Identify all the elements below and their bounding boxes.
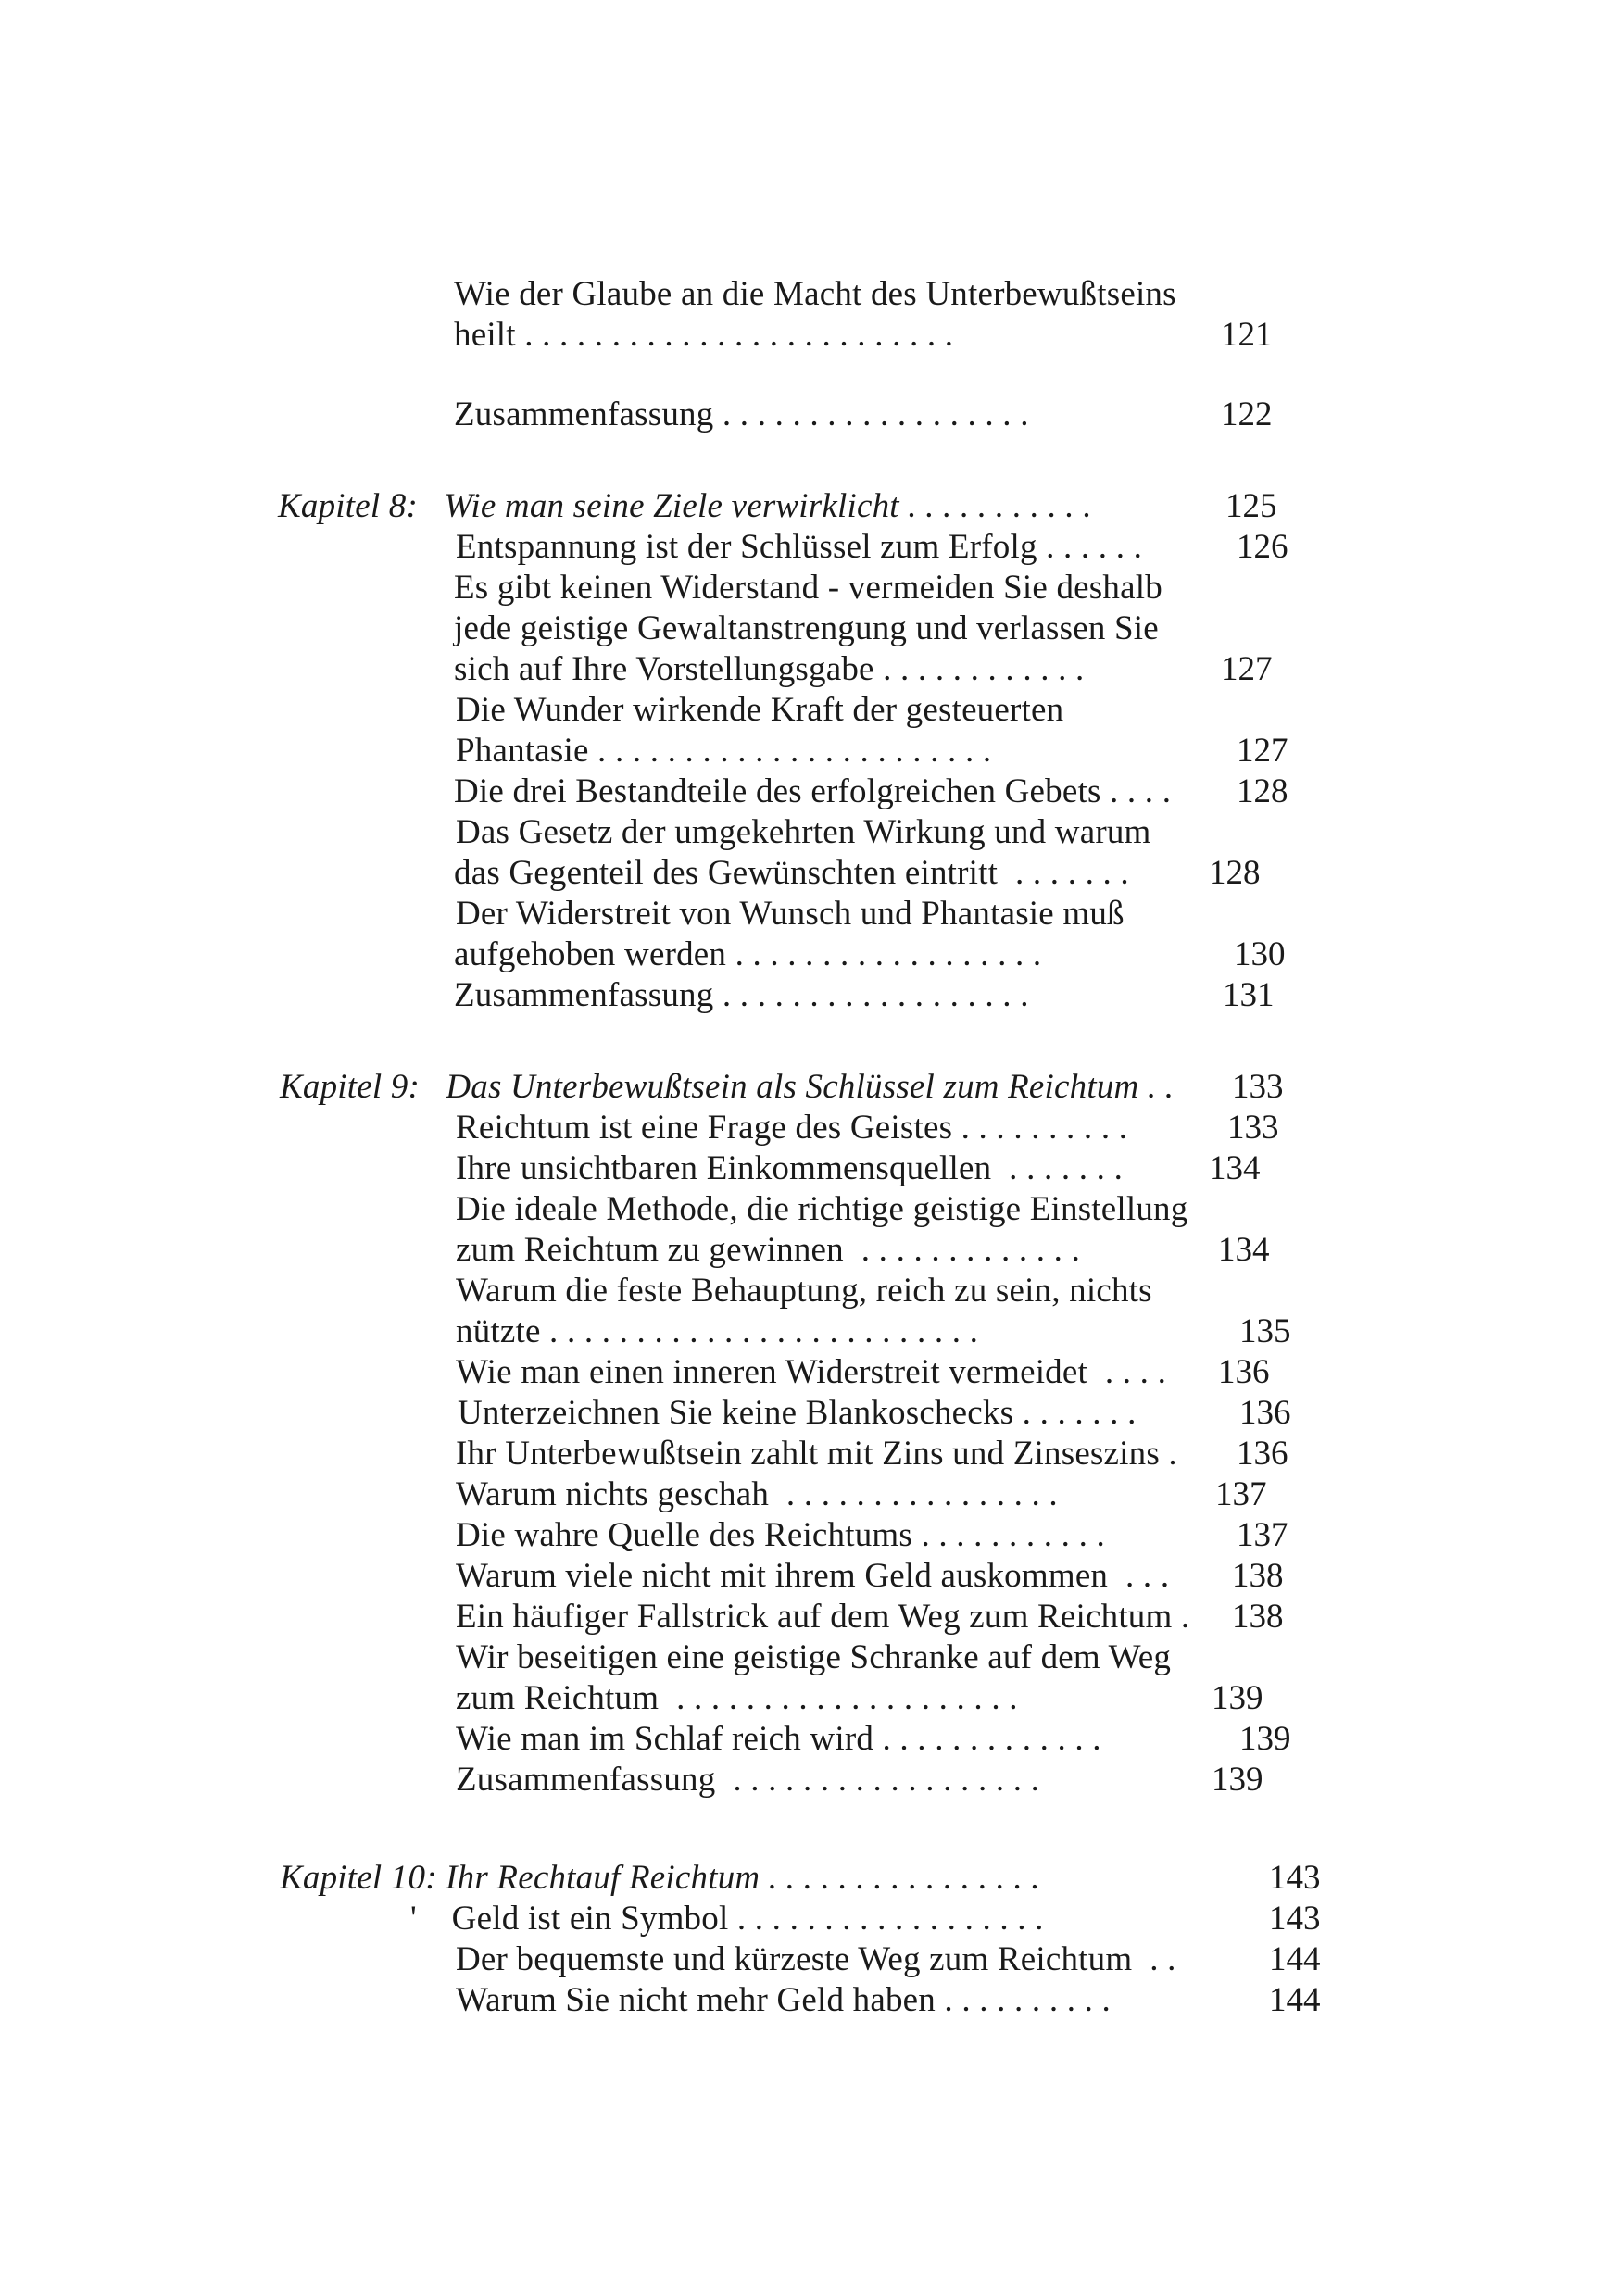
toc-entry-page: 128 [1209, 854, 1261, 892]
toc-entry-page: 136 [1239, 1394, 1291, 1432]
toc-entry-page: 128 [1237, 772, 1288, 810]
toc-entry-page: 136 [1218, 1353, 1270, 1391]
toc-entry-text: heilt . . . . . . . . . . . . . . . . . . . . . . . . . [454, 316, 954, 354]
toc-entry-page: 144 [1269, 1940, 1321, 1978]
toc-entry-page: 131 [1223, 976, 1275, 1014]
toc-entry-page: 138 [1232, 1557, 1284, 1595]
toc-entry-text: Unterzeichnen Sie keine Blankoschecks . . . . . . . [458, 1394, 1137, 1432]
toc-entry-page: 127 [1221, 650, 1273, 688]
toc-entry-text: Die drei Bestandteile des erfolgreichen Gebets . . . . [454, 772, 1172, 810]
toc-entry-page: 134 [1218, 1231, 1270, 1269]
toc-entry-page: 136 [1237, 1435, 1288, 1473]
toc-entry-text: Wie der Glaube an die Macht des Unterbewußtseins [454, 275, 1176, 313]
toc-entry-page: 130 [1234, 935, 1286, 973]
toc-entry-text: Zusammenfassung . . . . . . . . . . . . . . . . . . [456, 1761, 1040, 1799]
toc-entry-page: 139 [1212, 1761, 1263, 1799]
toc-entry-page: 126 [1237, 528, 1288, 566]
toc-entry-text: Die wahre Quelle des Reichtums . . . . . . . . . . . [456, 1516, 1105, 1554]
toc-entry-text: Ihre unsichtbaren Einkommensquellen . . . . . . . [456, 1149, 1124, 1187]
toc-entry-page: 139 [1212, 1679, 1263, 1717]
toc-entry-text: Warum die feste Behauptung, reich zu sein, nichts [456, 1272, 1152, 1310]
toc-entry-text: das Gegenteil des Gewünschten eintritt . . . . . . . [454, 854, 1129, 892]
toc-entry-text: Zusammenfassung . . . . . . . . . . . . . . . . . . [454, 395, 1029, 433]
chapter-heading: Kapitel 9: Das Unterbewußtsein als Schlüssel zum Reichtum . . [280, 1068, 1175, 1106]
toc-entry-page: 135 [1239, 1312, 1291, 1350]
toc-entry-text: Warum Sie nicht mehr Geld haben . . . . . . . . . . [456, 1981, 1111, 2019]
toc-entry-text: zum Reichtum . . . . . . . . . . . . . . . . . . . . [456, 1679, 1018, 1717]
toc-entry-text: Reichtum ist eine Frage des Geistes . . . . . . . . . . [456, 1109, 1128, 1147]
toc-entry-text: Wie man im Schlaf reich wird . . . . . . . . . . . . . [456, 1720, 1101, 1758]
toc-entry-text: Warum nichts geschah . . . . . . . . . . . . . . . . [456, 1475, 1058, 1513]
toc-entry-text: jede geistige Gewaltanstrengung und verlassen Sie [454, 609, 1159, 647]
toc-entry-page: 121 [1221, 316, 1273, 354]
toc-entry-page: 139 [1239, 1720, 1291, 1758]
toc-entry-text: Wie man einen inneren Widerstreit vermeidet . . . . [456, 1353, 1167, 1391]
toc-entry-text: Die ideale Methode, die richtige geistige Einstellung [456, 1190, 1188, 1228]
toc-entry-page: 133 [1232, 1068, 1284, 1106]
chapter-heading: Kapitel 10: Ihr Rechtauf Reichtum . . . . . . . . . . . . . . . . [280, 1859, 1040, 1897]
toc-entry-page: 133 [1227, 1109, 1279, 1147]
toc-entry-page: 127 [1237, 732, 1288, 770]
toc-entry-text: Entspannung ist der Schlüssel zum Erfolg . . . . . . [456, 528, 1143, 566]
toc-entry-page: 125 [1225, 487, 1277, 525]
toc-entry-text: aufgehoben werden . . . . . . . . . . . . . . . . . . [454, 935, 1042, 973]
toc-entry-page: 122 [1221, 395, 1273, 433]
toc-entry-page: 143 [1269, 1900, 1321, 1938]
toc-entry-text: sich auf Ihre Vorstellungsgabe . . . . . . . . . . . . [454, 650, 1085, 688]
toc-entry-text: Phantasie . . . . . . . . . . . . . . . . . . . . . . . [456, 732, 992, 770]
toc-entry-text: Wir beseitigen eine geistige Schranke auf dem Weg [456, 1638, 1172, 1676]
toc-entry-text: Ein häufiger Fallstrick auf dem Weg zum Reichtum . [456, 1598, 1190, 1636]
toc-entry-text: Ihr Unterbewußtsein zahlt mit Zins und Zinseszins . [456, 1435, 1177, 1473]
toc-entry-text: Warum viele nicht mit ihrem Geld auskommen . . . [456, 1557, 1170, 1595]
toc-entry-page: 138 [1232, 1598, 1284, 1636]
toc-entry-page: 134 [1209, 1149, 1261, 1187]
toc-entry-text: Zusammenfassung . . . . . . . . . . . . . . . . . . [454, 976, 1029, 1014]
toc-entry-text: Der Widerstreit von Wunsch und Phantasie muß [456, 895, 1125, 933]
toc-entry-text: Die Wunder wirkende Kraft der gesteuerten [456, 691, 1064, 729]
toc-entry-text: Es gibt keinen Widerstand - vermeiden Sie deshalb [454, 569, 1162, 607]
toc-entry-page: 144 [1269, 1981, 1321, 2019]
toc-entry-page: 143 [1269, 1859, 1321, 1897]
toc-entry-text: Der bequemste und kürzeste Weg zum Reichtum . . [456, 1940, 1176, 1978]
toc-entry-text: Das Gesetz der umgekehrten Wirkung und warum [456, 813, 1151, 851]
toc-entry-text: zum Reichtum zu gewinnen . . . . . . . . . . . . . [456, 1231, 1081, 1269]
toc-entry-text: ' Geld ist ein Symbol . . . . . . . . . . . . . . . . . . [410, 1900, 1044, 1938]
chapter-heading: Kapitel 8: Wie man seine Ziele verwirklicht . . . . . . . . . . . [278, 487, 1092, 525]
toc-entry-page: 137 [1237, 1516, 1288, 1554]
toc-entry-text: nützte . . . . . . . . . . . . . . . . . . . . . . . . . [456, 1312, 979, 1350]
toc-entry-page: 137 [1215, 1475, 1267, 1513]
